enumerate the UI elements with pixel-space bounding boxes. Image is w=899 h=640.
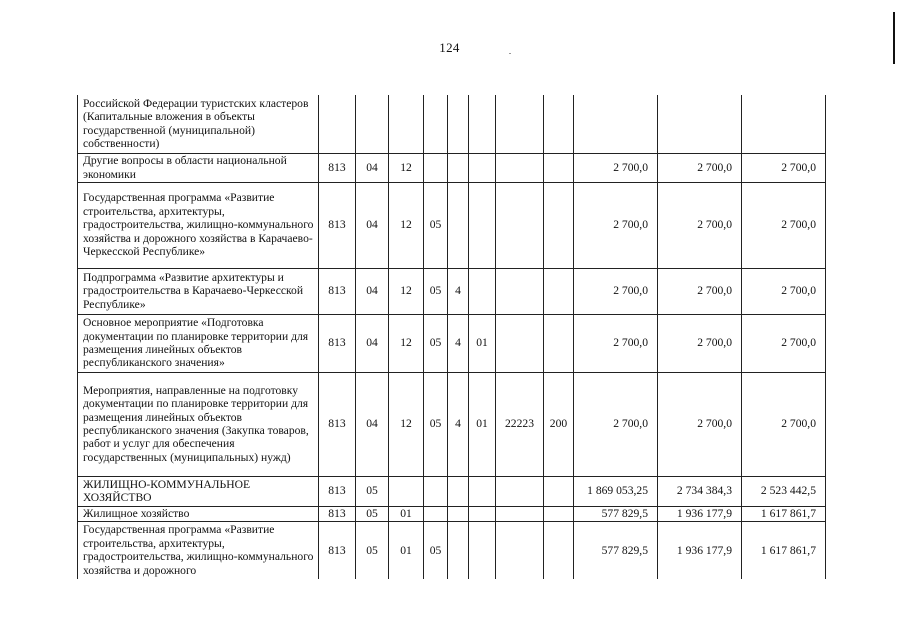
amount-year-1: 2 700,0	[574, 182, 658, 268]
ministry-code: 813	[319, 506, 356, 521]
amount-year-3: 2 700,0	[742, 268, 826, 314]
table-row	[78, 506, 826, 521]
row-name: Мероприятия, направленные на подготовку документации по планировке территории для размещения линейных объектов республиканского значения (Закупка товаров, работ и услуг для обеспечения государственных (муниципальных) нужд)	[78, 372, 319, 476]
measure-code	[469, 182, 496, 268]
section-code: 05	[356, 521, 389, 579]
measure-code	[469, 268, 496, 314]
program-code: 05	[424, 521, 448, 579]
amount-year-2: 2 700,0	[658, 372, 742, 476]
amount-year-3: 2 700,0	[742, 314, 826, 372]
direction-code	[496, 153, 544, 182]
section-code: 04	[356, 372, 389, 476]
row-name: Государственная программа «Развитие строительства, архитектуры, градостроительства, жилищно-коммунального хозяйства и дорожного хозяйства в Карачаево-Черкесской Республике»	[78, 182, 319, 268]
measure-code	[469, 95, 496, 153]
subprogram-code: 4	[448, 268, 469, 314]
table-row	[78, 182, 826, 268]
subsection-code: 12	[389, 372, 424, 476]
amount-year-3: 1 617 861,7	[742, 521, 826, 579]
row-name: Основное мероприятие «Подготовка документации по планировке территории для размещения линейных объектов республиканского значения»	[78, 314, 319, 372]
ministry-code: 813	[319, 372, 356, 476]
subsection-code: 12	[389, 314, 424, 372]
page-number: 124	[439, 40, 460, 55]
direction-code	[496, 506, 544, 521]
amount-year-2: 2 700,0	[658, 182, 742, 268]
program-code: 05	[424, 372, 448, 476]
direction-code	[496, 95, 544, 153]
expense-type-code	[544, 476, 574, 506]
subsection-code: 12	[389, 182, 424, 268]
page-edge-mark	[893, 12, 895, 64]
row-name: Российской Федерации туристских кластеров (Капитальные вложения в объекты государственной (муниципальной) собственности)	[78, 95, 319, 153]
measure-code	[469, 521, 496, 579]
table-row	[78, 268, 826, 314]
amount-year-2: 2 700,0	[658, 268, 742, 314]
ministry-code: 813	[319, 182, 356, 268]
ministry-code: 813	[319, 314, 356, 372]
measure-code	[469, 153, 496, 182]
amount-year-2	[658, 95, 742, 153]
subprogram-code: 4	[448, 314, 469, 372]
table-row	[78, 476, 826, 506]
subprogram-code	[448, 476, 469, 506]
direction-code	[496, 182, 544, 268]
row-name: Жилищное хозяйство	[78, 506, 319, 521]
expense-type-code	[544, 182, 574, 268]
ministry-code: 813	[319, 268, 356, 314]
expense-type-code: 200	[544, 372, 574, 476]
subprogram-code	[448, 506, 469, 521]
subprogram-code	[448, 153, 469, 182]
amount-year-3: 2 700,0	[742, 372, 826, 476]
expense-type-code	[544, 314, 574, 372]
section-code: 04	[356, 314, 389, 372]
direction-code	[496, 314, 544, 372]
section-code: 04	[356, 268, 389, 314]
measure-code	[469, 506, 496, 521]
amount-year-1: 577 829,5	[574, 506, 658, 521]
ministry-code: 813	[319, 521, 356, 579]
table-row	[78, 372, 826, 476]
amount-year-1: 2 700,0	[574, 268, 658, 314]
measure-code: 01	[469, 372, 496, 476]
row-name: Другие вопросы в области национальной экономики	[78, 153, 319, 182]
scan-speck	[509, 53, 511, 54]
table-row	[78, 153, 826, 182]
subprogram-code	[448, 182, 469, 268]
subprogram-code	[448, 95, 469, 153]
budget-table	[77, 95, 826, 579]
program-code	[424, 476, 448, 506]
table-row	[78, 521, 826, 579]
expense-type-code	[544, 506, 574, 521]
expense-type-code	[544, 521, 574, 579]
expense-type-code	[544, 268, 574, 314]
program-code	[424, 506, 448, 521]
program-code: 05	[424, 314, 448, 372]
subsection-code	[389, 95, 424, 153]
amount-year-1: 577 829,5	[574, 521, 658, 579]
ministry-code: 813	[319, 153, 356, 182]
measure-code: 01	[469, 314, 496, 372]
subsection-code: 01	[389, 521, 424, 579]
amount-year-2: 1 936 177,9	[658, 506, 742, 521]
program-code	[424, 153, 448, 182]
program-code: 05	[424, 268, 448, 314]
table-row	[78, 314, 826, 372]
subprogram-code	[448, 521, 469, 579]
amount-year-3: 2 700,0	[742, 182, 826, 268]
amount-year-2: 2 700,0	[658, 153, 742, 182]
table-row	[78, 95, 826, 153]
section-code: 04	[356, 182, 389, 268]
section-code: 05	[356, 476, 389, 506]
program-code: 05	[424, 182, 448, 268]
measure-code	[469, 476, 496, 506]
subsection-code	[389, 476, 424, 506]
amount-year-1: 2 700,0	[574, 153, 658, 182]
amount-year-2: 2 700,0	[658, 314, 742, 372]
subsection-code: 12	[389, 268, 424, 314]
direction-code	[496, 521, 544, 579]
section-code: 04	[356, 153, 389, 182]
subsection-code: 01	[389, 506, 424, 521]
subprogram-code: 4	[448, 372, 469, 476]
direction-code	[496, 476, 544, 506]
amount-year-1: 2 700,0	[574, 372, 658, 476]
section-code: 05	[356, 506, 389, 521]
row-name: Подпрограмма «Развитие архитектуры и градостроительства в Карачаево-Черкесской Республике»	[78, 268, 319, 314]
row-name: ЖИЛИЩНО-КОММУНАЛЬНОЕ ХОЗЯЙСТВО	[78, 476, 319, 506]
ministry-code: 813	[319, 476, 356, 506]
subsection-code: 12	[389, 153, 424, 182]
amount-year-3: 1 617 861,7	[742, 506, 826, 521]
row-name: Государственная программа «Развитие строительства, архитектуры, градостроительства, жилищно-коммунального хозяйства и дорожного	[78, 521, 319, 579]
program-code	[424, 95, 448, 153]
amount-year-1: 2 700,0	[574, 314, 658, 372]
amount-year-1	[574, 95, 658, 153]
amount-year-2: 2 734 384,3	[658, 476, 742, 506]
direction-code: 22223	[496, 372, 544, 476]
amount-year-3	[742, 95, 826, 153]
section-code	[356, 95, 389, 153]
expense-type-code	[544, 95, 574, 153]
ministry-code	[319, 95, 356, 153]
amount-year-3: 2 700,0	[742, 153, 826, 182]
direction-code	[496, 268, 544, 314]
expense-type-code	[544, 153, 574, 182]
amount-year-3: 2 523 442,5	[742, 476, 826, 506]
amount-year-2: 1 936 177,9	[658, 521, 742, 579]
amount-year-1: 1 869 053,25	[574, 476, 658, 506]
